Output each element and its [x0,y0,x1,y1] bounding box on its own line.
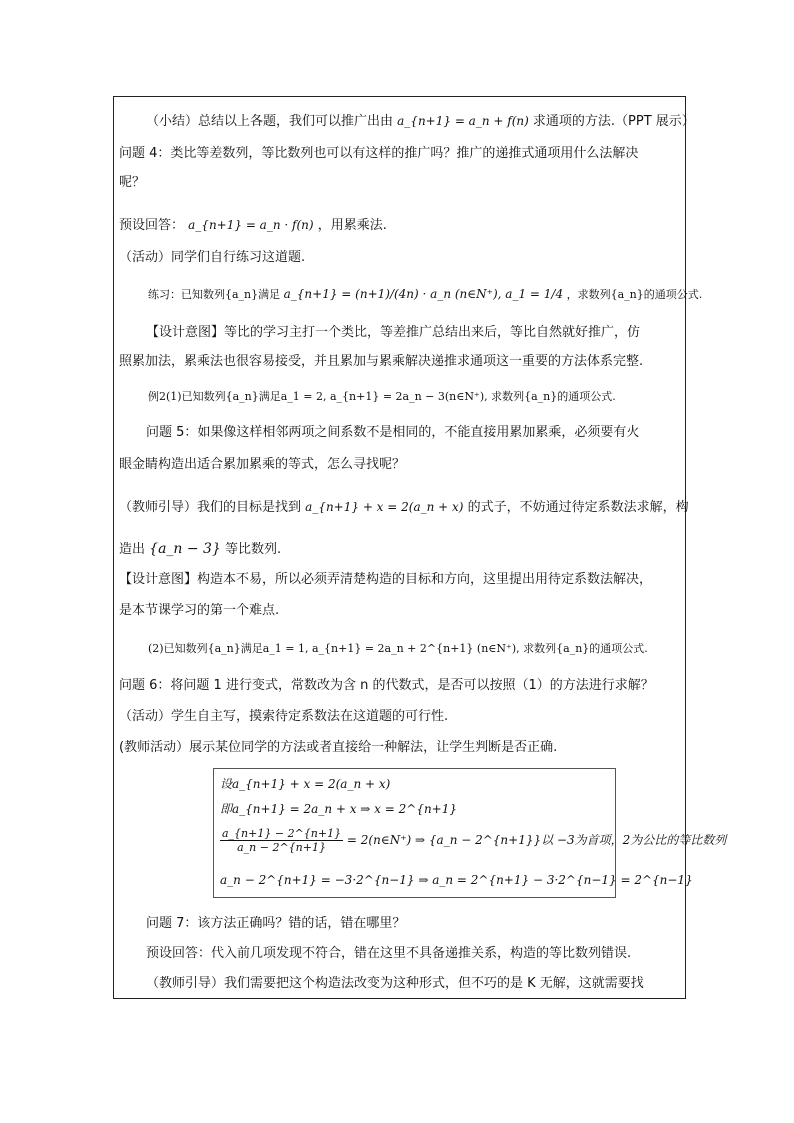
text: 造出 [119,542,146,557]
activity-line: （活动）同学们自行练习这道题. [119,250,306,265]
question-6: 问题 6：将问题 1 进行变式，常数改为含 n 的代数式，是否可以按照（1）的方法进行求解？ [119,678,654,693]
formula: a_{n+1} = a_n + f(n) [397,114,529,128]
example-2-1: 例2(1)已知数列{a_n}满足a_1 = 2, a_{n+1} = 2a_n − 3(n∈N⁺), 求数列{a_n}的通项公式. [148,390,616,403]
design-intent-2-cont: 是本节课学习的第一个难点. [119,603,280,618]
preset-answer-2: 预设回答：代入前几项发现不符合，错在这里不具备递推关系，构造的等比数列错误. [146,946,632,961]
solution-line-3 [220,827,726,854]
question-7: 问题 7：该方法正确吗？错的话，错在哪里？ [146,916,406,931]
summary-line [146,113,695,130]
text: 等比数列. [225,542,282,557]
fraction [220,827,343,854]
text: （小结）总结以上各题，我们可以推广出由 [146,114,394,129]
solution-line-2: 即a_{n+1} = 2a_n + x ⇒ x = 2^{n+1} [220,802,458,816]
text: 练习：已知数列{a_n}满足 [148,288,281,301]
activity-line-2: （活动）学生自主写，摸索待定系数法在这道题的可行性. [119,709,449,724]
text: 的式子，不妨通过待定系数法求解，构 [467,500,689,515]
question-4: 问题 4：类比等差数列，等比数列也可以有这样的推广吗？推广的递推式通项用什么法解决 [119,146,639,161]
numerator: a_{n+1} − 2^{n+1} [222,827,342,840]
text: ，求数列{a_n}的通项公式. [566,288,703,301]
teacher-activity: (教师活动）展示某位同学的方法或者直接给一种解法，让学生判断是否正确. [119,740,558,755]
solution-line-4: a_n − 2^{n+1} = −3·2^{n−1} ⇒ a_n = 2^{n+1} − 3·2^{n−1} = 2^{n−1} [220,873,693,887]
formula: a_{n+1} + x = 2(a_n + x) [305,500,464,514]
question-4-cont: 呢？ [119,175,146,190]
formula: {a_n − 3} [149,541,221,557]
design-intent-1: 【设计意图】等比的学习主打一个类比，等差推广总结出来后，等比自然就好推广，仿 [146,325,641,340]
design-intent-2: 【设计意图】构造本不易，所以必须弄清楚构造的目标和方向，这里提出用待定系数法解决， [119,572,653,587]
formula: a_{n+1} = (n+1)/(4n) · a_n (n∈N⁺), a_1 = 1/4 [283,287,564,301]
question-5: 问题 5：如果像这样相邻两项之间系数不是相同的，不能直接用累加累乘，必须要有火 [146,425,640,440]
teacher-guide-1-cont [119,541,281,558]
denominator: a_n − 2^{n+1} [237,841,326,854]
text: = 2(n∈N⁺) ⇒ {a_n − 2^{n+1}}以 −3为首项，2为公比的等比数列 [346,833,727,847]
question-5-cont: 眼金睛构造出适合累加累乘的等式，怎么寻找呢？ [119,457,406,472]
formula: a_{n+1} = a_n · f(n) [188,218,314,232]
text: 预设回答： [119,218,185,233]
text: 求通项的方法.（PPT 展示） [532,114,695,129]
teacher-guide-1 [119,499,689,516]
design-intent-1-cont: 照累加法，累乘法也很容易接受，并且累加与累乘解决递推求通项这一重要的方法体系完整. [119,354,644,369]
solution-line-1: 设a_{n+1} + x = 2(a_n + x) [220,777,391,791]
text: （教师引导）我们的目标是找到 [119,500,302,515]
text: ，用累乘法. [317,218,387,233]
teacher-guide-2: （教师引导）我们需要把这个构造法改变为这种形式，但不巧的是 K 无解，这就需要找 [146,976,644,991]
preset-answer [119,217,387,234]
exercise-line [148,286,702,303]
example-2-2: (2)已知数列{a_n}满足a_1 = 1, a_{n+1} = 2a_n + 2^{n+1} (n∈N⁺), 求数列{a_n}的通项公式. [148,642,648,655]
